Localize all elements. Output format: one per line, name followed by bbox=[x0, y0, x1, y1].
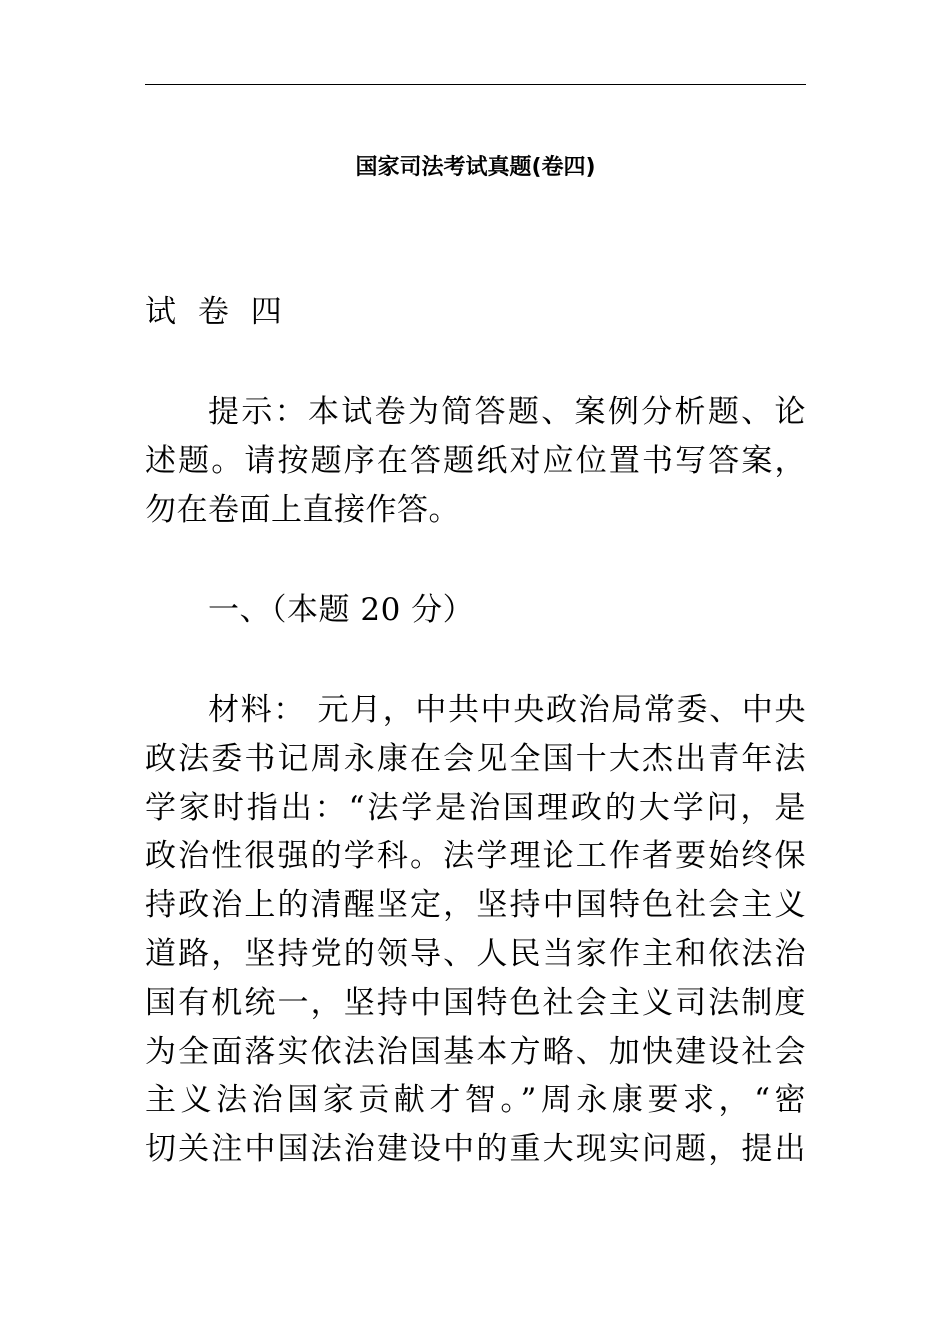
material-paragraph bbox=[145, 686, 806, 1174]
notice-paragraph bbox=[145, 388, 806, 534]
section-heading: 试 卷 四 bbox=[145, 294, 288, 330]
material-line: 道路，坚持党的领导、人民当家作主和依法治 bbox=[145, 935, 806, 972]
question-heading bbox=[145, 586, 806, 635]
notice-line: 勿在卷面上直接作答。 bbox=[145, 491, 460, 528]
material-line: 切关注中国法治建设中的重大现实问题，提出 bbox=[145, 1131, 806, 1168]
material-line: 国有机统一，坚持中国特色社会主义司法制度 bbox=[145, 984, 806, 1021]
material-line: 主义法治国家贡献才智。”周永康要求，“密 bbox=[145, 1082, 806, 1119]
material-line: 政法委书记周永康在会见全国十大杰出青年法 bbox=[145, 740, 806, 777]
material-line: 学家时指出：“法学是治国理政的大学问，是 bbox=[145, 789, 806, 826]
material-line: 为全面落实依法治国基本方略、加快建设社会 bbox=[145, 1033, 806, 1070]
header-rule bbox=[145, 84, 806, 85]
notice-line: 提示：本试卷为简答题、案例分析题、论 bbox=[208, 394, 806, 430]
document-title: 国家司法考试真题(卷四) bbox=[355, 155, 596, 180]
material-line: 材料： 元月，中共中央政治局常委、中央 bbox=[208, 692, 806, 728]
question-heading-text: 一、（本题 20 分） bbox=[208, 592, 475, 628]
notice-line: 述题。请按题序在答题纸对应位置书写答案， bbox=[145, 442, 806, 479]
material-line: 持政治上的清醒坚定，坚持中国特色社会主义 bbox=[145, 887, 806, 924]
material-line: 政治性很强的学科。法学理论工作者要始终保 bbox=[145, 838, 806, 875]
